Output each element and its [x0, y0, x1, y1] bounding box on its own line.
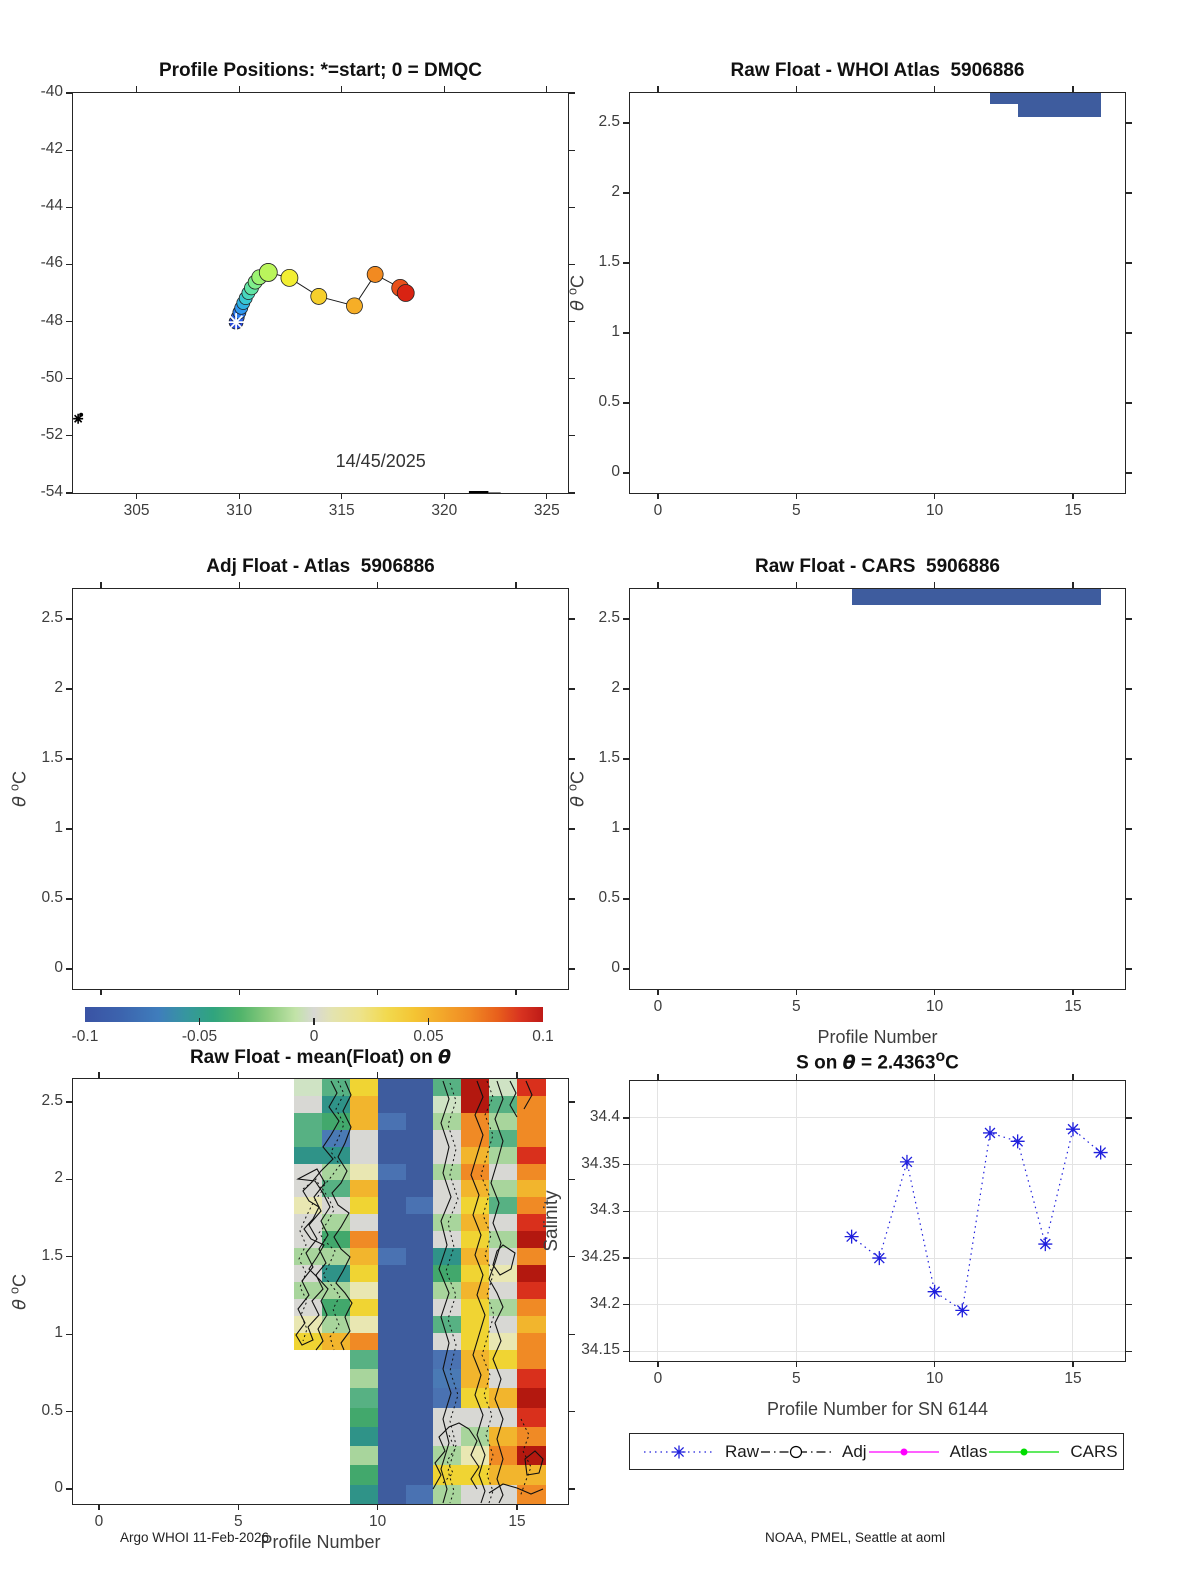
x-tick-mark-top: [934, 582, 935, 588]
y-tick-label: 1: [611, 322, 620, 340]
legend: [629, 1433, 1124, 1470]
y-tick-mark: [66, 1488, 72, 1489]
x-tick-mark: [1072, 1361, 1073, 1367]
x-tick-mark-top: [657, 1074, 658, 1080]
y-tick-mark-right: [1126, 1211, 1132, 1212]
y-tick-mark: [66, 321, 72, 322]
y-tick-mark: [66, 898, 72, 899]
colorbar: [71, 1007, 554, 1045]
y-tick-label: 1.5: [41, 748, 63, 766]
y-tick-mark-right: [569, 492, 575, 493]
y-axis-label-theta: θ $^o$C: [565, 770, 589, 808]
y-tick-mark: [66, 492, 72, 493]
plot-area-raw-whoi-atlas: [630, 93, 1125, 493]
x-tick-mark-top: [934, 86, 935, 92]
x-tick-mark-top: [98, 1072, 99, 1078]
y-tick-label: 34.35: [581, 1154, 620, 1172]
colorbar-tick-label: -0.05: [181, 1028, 218, 1045]
panel-title-adj-atlas: Adj Float - Atlas 5906886: [206, 556, 435, 577]
panel-salinity-on-theta: [541, 1048, 1126, 1419]
panel-adj-minus-atlas: [7, 556, 569, 990]
x-tick-mark-top: [377, 1072, 378, 1078]
x-tick-mark: [377, 989, 378, 995]
x-tick-mark: [657, 493, 658, 499]
x-tick-mark: [934, 1361, 935, 1367]
x-tick-mark-top: [796, 1074, 797, 1080]
footer-attribution-left: Argo WHOI 11-Feb-2026: [120, 1530, 270, 1545]
y-tick-label: 2: [611, 182, 620, 200]
y-tick-label: 34.15: [581, 1341, 620, 1359]
y-tick-label: -52: [40, 425, 63, 443]
y-axis-label-salinity: Salinity: [541, 1190, 562, 1252]
y-tick-mark: [66, 378, 72, 379]
y-tick-mark-right: [1126, 688, 1132, 689]
y-tick-mark-right: [1126, 1117, 1132, 1118]
x-tick-label: 315: [328, 502, 355, 519]
x-tick-mark-top: [1072, 582, 1073, 588]
x-tick-label: 15: [1064, 502, 1082, 519]
legend-line-sample: [642, 1441, 716, 1463]
x-tick-mark: [796, 989, 797, 995]
y-tick-mark: [66, 968, 72, 969]
y-tick-mark-right: [569, 207, 575, 208]
y-tick-mark: [66, 150, 72, 151]
y-tick-mark-right: [1126, 1164, 1132, 1165]
panel-title-salinity: S on $\theta = 2.4363^oC$: [796, 1048, 959, 1074]
y-tick-mark-right: [1126, 472, 1132, 473]
legend-line-sample: [759, 1441, 833, 1463]
legend-label: CARS: [1070, 1441, 1118, 1461]
x-tick-mark-top: [341, 86, 342, 92]
y-tick-mark-right: [569, 1411, 575, 1412]
y-tick-label: 0.5: [598, 392, 620, 410]
y-tick-mark-right: [569, 435, 575, 436]
legend-item-adj: [759, 1441, 867, 1463]
x-tick-mark: [100, 989, 101, 995]
y-tick-mark: [623, 618, 629, 619]
y-tick-mark: [623, 758, 629, 759]
x-tick-mark-top: [796, 582, 797, 588]
y-tick-mark: [623, 332, 629, 333]
x-tick-mark: [516, 1504, 517, 1510]
x-tick-label: 10: [369, 1513, 387, 1530]
x-tick-mark: [515, 989, 516, 995]
x-tick-label: 5: [791, 502, 801, 519]
x-tick-mark: [657, 989, 658, 995]
pcolor-block: [1018, 93, 1101, 117]
x-tick-label: 0: [94, 1513, 104, 1530]
panel-title-raw-whoi-atlas: Raw Float - WHOI Atlas 5906886: [730, 60, 1025, 81]
panel-raw-minus-cars: [565, 556, 1126, 1047]
footer-attribution-right: NOAA, PMEL, Seattle at aoml: [765, 1530, 946, 1545]
x-tick-mark-top: [239, 582, 240, 588]
x-tick-mark-top: [1072, 1074, 1073, 1080]
y-tick-mark: [623, 262, 629, 263]
plot-area-profile-positions: [73, 93, 568, 493]
y-tick-label: -46: [40, 254, 63, 272]
y-tick-label: 1: [611, 818, 620, 836]
y-tick-label: 34.2: [589, 1294, 620, 1312]
y-tick-label: -42: [40, 140, 63, 158]
y-tick-mark-right: [569, 1334, 575, 1335]
y-tick-label: 1: [54, 818, 63, 836]
y-tick-mark: [623, 1164, 629, 1165]
y-tick-label: 2.5: [598, 112, 620, 130]
x-tick-mark: [546, 493, 547, 499]
x-tick-mark-top: [377, 582, 378, 588]
x-tick-mark: [796, 1361, 797, 1367]
y-tick-mark: [66, 688, 72, 689]
y-tick-label: 0: [611, 462, 620, 480]
y-tick-label: 0: [54, 1478, 63, 1496]
x-tick-label: 0: [653, 998, 663, 1015]
y-tick-mark: [623, 472, 629, 473]
y-tick-label: -44: [40, 197, 63, 215]
y-tick-mark-right: [1126, 402, 1132, 403]
y-tick-label: 2: [54, 678, 63, 696]
colorbar-tick: [313, 1018, 314, 1025]
x-tick-label: 5: [233, 1513, 243, 1530]
colorbar-tick-label: -0.1: [71, 1028, 99, 1045]
y-tick-mark: [623, 192, 629, 193]
y-tick-label: -54: [40, 483, 63, 500]
y-tick-mark-right: [569, 1179, 575, 1180]
x-tick-label: 325: [533, 502, 560, 519]
y-tick-mark-right: [1126, 1351, 1132, 1352]
x-tick-label: 0: [653, 502, 663, 519]
y-tick-label: 1.5: [598, 748, 620, 766]
y-tick-label: 0.5: [41, 1401, 63, 1419]
x-tick-mark: [377, 1504, 378, 1510]
y-tick-label: 2: [611, 678, 620, 696]
y-tick-label: -48: [40, 311, 63, 329]
y-tick-mark: [66, 618, 72, 619]
x-tick-label: 15: [1064, 1370, 1082, 1387]
y-tick-label: 0: [54, 958, 63, 976]
x-tick-mark: [239, 493, 240, 499]
colorbar-tick-label: 0.05: [413, 1028, 444, 1045]
x-tick-mark-top: [516, 1072, 517, 1078]
y-tick-label: 1.5: [598, 252, 620, 270]
x-tick-mark: [444, 493, 445, 499]
legend-item-cars: [987, 1441, 1117, 1463]
x-tick-mark-top: [796, 86, 797, 92]
x-tick-label: 10: [926, 502, 944, 519]
y-tick-mark-right: [1126, 1304, 1132, 1305]
y-tick-mark: [66, 1179, 72, 1180]
x-tick-mark-top: [934, 1074, 935, 1080]
x-tick-mark: [238, 1504, 239, 1510]
x-tick-mark: [341, 493, 342, 499]
x-tick-mark: [98, 1504, 99, 1510]
legend-label: Adj: [842, 1441, 867, 1461]
x-tick-mark-top: [657, 582, 658, 588]
date-annotation: 14/45/2025: [335, 451, 426, 471]
y-tick-mark-right: [569, 1488, 575, 1489]
x-tick-label: 5: [791, 1370, 801, 1387]
y-tick-mark: [66, 264, 72, 265]
legend-item-raw: [642, 1441, 759, 1463]
colorbar-tick-label: 0: [309, 1028, 319, 1045]
pcolor-block: [990, 93, 1018, 104]
x-tick-mark: [934, 989, 935, 995]
x-axis-label-profile-number-sn: Profile Number for SN 6144: [766, 1399, 989, 1419]
y-tick-label: 0: [611, 958, 620, 976]
y-tick-mark: [623, 828, 629, 829]
y-tick-mark-right: [569, 378, 575, 379]
y-tick-mark-right: [1126, 122, 1132, 123]
legend-label: Atlas: [949, 1441, 988, 1461]
x-tick-mark: [1072, 989, 1073, 995]
y-tick-mark-right: [569, 150, 575, 151]
y-tick-mark: [623, 1117, 629, 1118]
colorbar-tick-label: 0.1: [532, 1028, 554, 1045]
x-tick-label: 15: [508, 1513, 526, 1530]
x-tick-mark-top: [238, 1072, 239, 1078]
y-tick-mark-right: [1126, 898, 1132, 899]
x-tick-mark-top: [546, 86, 547, 92]
panel-title-profile-positions: Profile Positions: *=start; 0 = DMQC: [158, 60, 483, 81]
legend-item-atlas: [867, 1441, 988, 1463]
x-axis-label-profile-number: Profile Number: [260, 1532, 381, 1552]
y-tick-label: 34.25: [581, 1248, 620, 1266]
colorbar-tick: [428, 1018, 429, 1025]
y-tick-mark: [66, 1334, 72, 1335]
x-tick-label: 10: [926, 1370, 944, 1387]
y-tick-mark-right: [1126, 968, 1132, 969]
plot-area-raw-cars: [630, 589, 1125, 989]
x-tick-label: 305: [123, 502, 150, 519]
y-tick-mark: [66, 92, 72, 93]
plot-area-adj-atlas: [73, 589, 568, 989]
y-tick-mark: [623, 122, 629, 123]
x-tick-label: 5: [791, 998, 801, 1015]
series-layer: [630, 1081, 1125, 1361]
y-tick-mark: [623, 1257, 629, 1258]
x-tick-mark: [796, 493, 797, 499]
y-tick-mark: [66, 1101, 72, 1102]
x-tick-label: 310: [226, 502, 253, 519]
y-tick-mark-right: [1126, 262, 1132, 263]
coastline-mark: [488, 493, 500, 494]
x-tick-mark: [934, 493, 935, 499]
y-tick-mark: [623, 1351, 629, 1352]
y-tick-mark-right: [1126, 618, 1132, 619]
y-tick-mark-right: [1126, 828, 1132, 829]
y-axis-label-theta: θ $^o$C: [7, 1273, 31, 1310]
plot-area-salinity: [630, 1081, 1125, 1361]
x-tick-mark-top: [136, 86, 137, 92]
y-axis-label-theta: θ $^o$C: [565, 274, 589, 312]
y-tick-mark-right: [1126, 192, 1132, 193]
y-tick-mark-right: [1126, 758, 1132, 759]
y-tick-label: 34.3: [589, 1201, 620, 1219]
y-tick-mark: [623, 1304, 629, 1305]
y-tick-label: 2.5: [41, 608, 63, 626]
y-tick-mark: [66, 758, 72, 759]
x-tick-mark: [657, 1361, 658, 1367]
y-tick-mark: [623, 898, 629, 899]
x-tick-label: 15: [1064, 998, 1082, 1015]
panel-title-raw-mean: Raw Float - mean(Float) on θ: [189, 1046, 452, 1068]
y-tick-mark-right: [1126, 1257, 1132, 1258]
y-tick-mark-right: [569, 92, 575, 93]
start-asterisk-marker: [227, 313, 245, 331]
x-tick-mark-top: [100, 582, 101, 588]
x-tick-label: 10: [926, 998, 944, 1015]
x-tick-mark: [239, 989, 240, 995]
panel-raw-minus-whoi-atlas: [565, 60, 1126, 519]
y-tick-mark-right: [1126, 332, 1132, 333]
panel-title-raw-cars: Raw Float - CARS 5906886: [755, 556, 1000, 577]
y-tick-mark: [66, 1256, 72, 1257]
y-tick-mark: [66, 207, 72, 208]
y-tick-label: 1: [54, 1324, 63, 1342]
legend-line-sample: [867, 1441, 941, 1463]
y-tick-mark: [66, 1411, 72, 1412]
y-tick-label: 2.5: [598, 608, 620, 626]
x-tick-label: 0: [653, 1370, 663, 1387]
x-tick-mark-top: [1072, 86, 1073, 92]
y-tick-mark: [66, 435, 72, 436]
x-tick-label: 320: [431, 502, 458, 519]
y-tick-label: 0.5: [598, 888, 620, 906]
x-tick-mark-top: [444, 86, 445, 92]
panel-profile-positions: [40, 60, 569, 519]
y-tick-label: 34.4: [589, 1107, 620, 1125]
y-tick-label: -40: [40, 83, 63, 100]
legend-label: Raw: [725, 1441, 760, 1461]
colorbar-tick: [199, 1018, 200, 1025]
y-tick-mark-right: [569, 321, 575, 322]
trajectory-layer: [73, 93, 568, 493]
x-axis-label-profile-number: Profile Number: [817, 1027, 938, 1047]
pcolor-block: [852, 589, 1101, 605]
y-tick-mark-right: [569, 1101, 575, 1102]
y-tick-label: 0.5: [41, 888, 63, 906]
y-tick-mark: [623, 968, 629, 969]
contour-lines: [73, 1079, 568, 1504]
x-tick-mark: [136, 493, 137, 499]
y-tick-label: -50: [40, 368, 63, 386]
y-tick-mark: [623, 402, 629, 403]
legend-line-sample: [987, 1441, 1061, 1463]
plot-area-heatmap: [73, 1079, 568, 1504]
y-axis-label-theta: θ $^o$C: [7, 770, 31, 808]
y-tick-label: 1.5: [41, 1246, 63, 1264]
y-tick-mark: [623, 688, 629, 689]
x-tick-mark-top: [515, 582, 516, 588]
y-tick-mark: [66, 828, 72, 829]
y-tick-label: 2: [54, 1169, 63, 1187]
y-tick-mark: [623, 1211, 629, 1212]
x-tick-mark-top: [657, 86, 658, 92]
y-tick-label: 2.5: [41, 1091, 63, 1109]
x-tick-mark-top: [239, 86, 240, 92]
x-tick-mark: [1072, 493, 1073, 499]
coastline-mark: [469, 491, 488, 493]
